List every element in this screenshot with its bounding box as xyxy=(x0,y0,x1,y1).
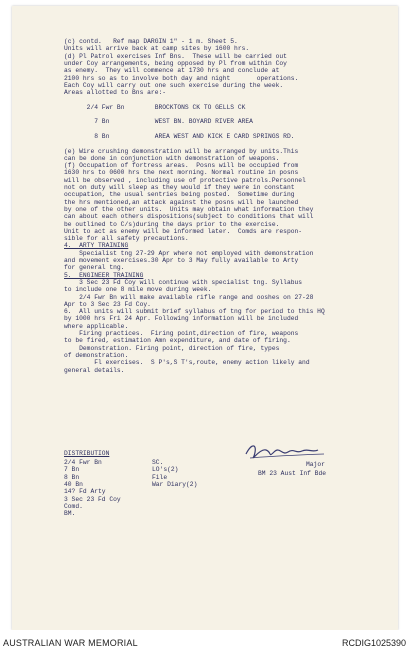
document-line: Units will arrive back at camp sites by 1600 hrs. xyxy=(64,45,250,53)
distribution-entry: 3 Sec 23 Fd Coy xyxy=(64,495,121,503)
document-line: not on duty will sleep as they would if they were in constant xyxy=(64,184,295,191)
document-line: where applicable. xyxy=(64,322,129,330)
document-line: for general tng. xyxy=(64,264,125,272)
document-line: be outlined to C/s)during the days prior to the exercise. xyxy=(64,220,280,228)
signatory-rank: Major xyxy=(306,461,325,468)
document-line: general details. xyxy=(64,366,125,374)
document-line: of demonstration. xyxy=(64,351,129,359)
document-line: the hrs mentioned,an attack against the posns will be launched xyxy=(64,198,299,206)
document-line: 3 Sec 23 Fd Coy will continue with specialist tng. Syllabus xyxy=(64,278,303,286)
document-line: can be done in conjunction with demonstration of weapons. xyxy=(64,154,280,162)
document-page xyxy=(12,6,398,630)
distribution-entry: Comd. xyxy=(64,502,83,510)
distribution-entry: BM. xyxy=(64,510,76,518)
document-line: Specialist tng 27-29 Apr where not employed with demonstration xyxy=(64,249,314,257)
document-line: Apr to 3 Sec 23 Fd Coy. xyxy=(64,300,151,308)
document-line: sible for all safety precautions. xyxy=(64,235,189,243)
distribution-entry: 14? Fd Arty xyxy=(64,488,106,496)
distribution-entry: War Diary(2) xyxy=(152,480,198,488)
document-line: can about each others dispositions(subject to conditions that will xyxy=(64,213,314,221)
document-line: by one of the other units. Units may obtain what information they xyxy=(64,205,314,213)
document-line: occupation, the usual sentries being posted. Sometime during xyxy=(64,191,295,199)
document-line: by 1000 hrs Fri 24 Apr. Following information will be included xyxy=(64,315,299,323)
document-line: 4. ARTY TRAINING xyxy=(64,242,129,250)
document-line: (e) Wire crushing demonstration will be arranged by units.This xyxy=(64,147,299,155)
document-line: 2/4 Fwr Bn will make available rifle range and ooshes on 27-28 xyxy=(64,293,314,301)
document-line: to be fired, estimation Amn expenditure, and date of firing. xyxy=(64,337,291,345)
distribution-entry: 40 Bn xyxy=(64,480,83,488)
signatory-appointment: BM 23 Aust Inf Bde xyxy=(258,470,327,477)
distribution-entry: SC. xyxy=(152,459,164,466)
distribution-heading: DISTRIBUTION xyxy=(64,450,110,457)
document-line: 1630 hrs to 0600 hrs the next morning. Normal routine in posns xyxy=(64,169,299,177)
document-line: (d) Pl Patrol exercises Inf Bns. These will be carried out xyxy=(64,52,287,60)
archive-footer xyxy=(0,630,410,654)
distribution-entry: 2/4 Fwr Bn xyxy=(64,459,102,466)
document-line: 2/4 Fwr Bn BROCKTONS CK TO GELLS CK xyxy=(64,103,246,111)
document-line: as enemy. They will commence at 1730 hrs and conclude at xyxy=(64,67,280,75)
document-line: Firing practices. Firing point,direction of fire, weapons xyxy=(64,330,299,337)
document-line: Unit to act as enemy will be informed later. Comds are respon- xyxy=(64,227,303,235)
distribution-entry: 7 Bn xyxy=(64,466,80,474)
document-line: Areas allotted to Bns are:- xyxy=(64,89,167,97)
document-line: under Coy arrangements, being opposed by Pl from within Coy xyxy=(64,59,287,67)
document-line: Each Coy will carry out one such exercise during the week. xyxy=(64,81,284,89)
archive-name: AUSTRALIAN WAR MEMORIAL xyxy=(3,638,138,648)
document-line: Demonstration. Firing point, direction of fire, types xyxy=(64,344,280,352)
document-line: Fl exercises. S P's,S T's,route, enemy action likely and xyxy=(64,359,310,367)
document-line: and movement exercises.30 Apr to 3 May fully available to Arty xyxy=(64,257,299,264)
document-line: 7 Bn WEST BN. BOYARD RIVER AREA xyxy=(64,118,253,126)
document-line: 8 Bn AREA WEST AND KICK E CARD SPRINGS RD. xyxy=(64,132,295,140)
archive-reference-id: RCDIG1025390 xyxy=(341,638,406,648)
distribution-entry: File xyxy=(152,473,168,481)
document-line: 2100 hrs so as to involve both day and night operations. xyxy=(64,74,299,82)
document-line: 6. All units will submit brief syllabus of tng for period to this HQ xyxy=(64,308,325,316)
document-line: to include one 8 mile move during week. xyxy=(64,286,212,294)
distribution-entry: LO's(2) xyxy=(152,466,179,474)
document-line: (c) contd. Ref map DARGIN 1" - 1 m. Sheet 5. xyxy=(64,38,238,45)
document-line: will be observed , including use of protective patrols.Personnel xyxy=(64,176,306,184)
document-line: 5. ENGINEER TRAINING xyxy=(64,271,144,279)
distribution-entry: 8 Bn xyxy=(64,473,80,481)
document-line: (f) Occupation of fortress areas. Posns will be occupied from xyxy=(64,162,299,170)
